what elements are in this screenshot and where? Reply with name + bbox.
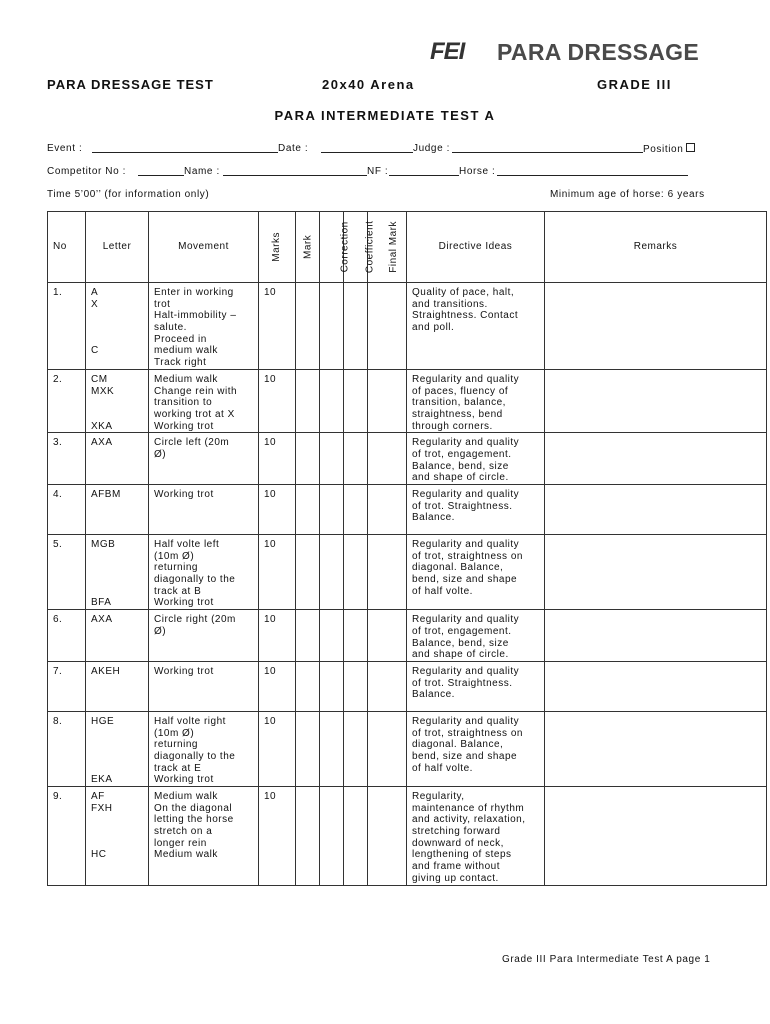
row-directive-line: Regularity, [412, 791, 465, 802]
table-row [48, 661, 767, 711]
row-letters-line [91, 574, 143, 586]
col-marks [259, 212, 296, 283]
row-letters-line [91, 814, 143, 826]
row-movement-line: transition to [154, 397, 213, 409]
row-directive-line: of trot, engagement. [412, 448, 512, 460]
row-directive-line: Balance, bend, size [412, 460, 509, 472]
row-movement-line: Ø) [154, 448, 167, 460]
row-movement-line: letting the horse [154, 814, 234, 826]
row-movement-line: trot [154, 298, 171, 310]
correction-header: Correction [339, 221, 351, 273]
row-letters-line: X [91, 298, 99, 310]
row-movement-line: Halt-immobility – [154, 310, 237, 322]
row-directive-line: of half volte. [412, 585, 473, 597]
col-mark [296, 212, 320, 283]
date-field[interactable] [321, 143, 413, 153]
row-directive-line: of trot. Straightness. [412, 677, 513, 689]
row-movement-line: Half volte right [154, 715, 226, 727]
name-label: Name : [184, 166, 220, 177]
name-field[interactable] [223, 166, 367, 176]
row-letters [86, 283, 149, 370]
col-letter: Letter [86, 212, 149, 283]
row-number: 7. [48, 661, 86, 711]
row-directive-line: Balance. [412, 512, 455, 524]
row-directive-line: Quality of pace, halt, [412, 287, 515, 298]
row-movement-line: salute. [154, 322, 187, 334]
row-directive-line: and shape of circle. [412, 472, 509, 484]
row-marks: 10 [259, 433, 296, 485]
row-directive-line: bend, size and shape [412, 750, 518, 762]
row-letters-line: CM [91, 373, 108, 385]
mark-cell[interactable] [296, 535, 320, 610]
row-letters-line [91, 763, 143, 775]
mark-cell[interactable] [296, 787, 320, 886]
row-movement-line: On the diagonal [154, 802, 233, 814]
mark-header: Mark [302, 234, 314, 260]
row-directive [407, 787, 545, 886]
row-directive-line: diagonal. Balance, [412, 739, 504, 751]
row-movement-line: returning [154, 562, 198, 574]
row-letters [86, 485, 149, 535]
row-letters-line [91, 310, 143, 322]
row-movement-line: Circle right (20m [154, 614, 236, 626]
row-letters-line [91, 586, 143, 598]
row-movement-line: Working trot [154, 420, 214, 432]
row-letters-line: AXA [91, 437, 113, 449]
row-movement-line: (10m Ø) [154, 727, 195, 739]
row-movement [149, 369, 259, 432]
mark-cell[interactable] [296, 610, 320, 662]
fei-logo-mark: FEI [430, 38, 465, 65]
correction-cell[interactable] [320, 369, 344, 432]
mark-cell[interactable] [296, 661, 320, 711]
nf-label: NF : [367, 166, 389, 177]
coefficient-cell [344, 535, 368, 610]
row-movement [149, 610, 259, 662]
coefficient-header: Coefficient [364, 220, 376, 274]
remarks-cell[interactable] [545, 283, 767, 370]
row-directive-line: transition, balance, [412, 397, 506, 409]
col-correction [320, 212, 351, 283]
remarks-cell[interactable] [545, 535, 767, 610]
row-marks: 10 [259, 661, 296, 711]
row-marks: 10 [259, 369, 296, 432]
mark-cell[interactable] [296, 369, 320, 432]
row-number: 9. [48, 787, 86, 886]
date-label: Date : [278, 143, 309, 154]
row-directive [407, 433, 545, 485]
row-directive-line: Straightness. Contact [412, 310, 519, 322]
coefficient-cell [344, 433, 368, 485]
row-movement [149, 787, 259, 886]
row-letters-line [91, 739, 143, 751]
correction-cell[interactable] [320, 711, 344, 786]
row-letters [86, 535, 149, 610]
row-movement-line: Change rein with [154, 385, 238, 397]
row-movement-line: Enter in working [154, 287, 234, 298]
row-letters-line [91, 751, 143, 763]
correction-cell[interactable] [320, 535, 344, 610]
position-label [643, 143, 695, 155]
row-movement-line: Working trot [154, 665, 214, 677]
final-mark-cell[interactable] [368, 711, 407, 786]
position-checkbox[interactable] [686, 143, 695, 152]
remarks-cell[interactable] [545, 485, 767, 535]
row-letters-line: C [91, 345, 99, 357]
row-number: 5. [48, 535, 86, 610]
coefficient-cell [344, 787, 368, 886]
final-mark-cell[interactable] [368, 433, 407, 485]
row-movement-line: stretch on a [154, 826, 213, 838]
event-field[interactable] [92, 143, 278, 153]
row-movement-line: diagonally to the [154, 750, 236, 762]
test-sheet-table [47, 211, 767, 886]
row-movement-line: longer rein [154, 837, 207, 849]
row-movement-line: track at B [154, 585, 202, 597]
final-mark-cell[interactable] [368, 535, 407, 610]
row-letters [86, 610, 149, 662]
row-letters-line [91, 409, 143, 421]
row-movement-line: Track right [154, 357, 207, 369]
row-directive-line: of trot, straightness on [412, 550, 523, 562]
row-letters-line [91, 728, 143, 740]
final-mark-cell[interactable] [368, 661, 407, 711]
row-movement-line: Working trot [154, 774, 214, 786]
fei-para-dressage-logo [430, 38, 720, 64]
row-marks: 10 [259, 485, 296, 535]
correction-cell[interactable] [320, 787, 344, 886]
table-header-row [48, 212, 767, 283]
row-movement [149, 485, 259, 535]
mark-cell[interactable] [296, 283, 320, 370]
row-letters [86, 787, 149, 886]
row-directive-line: lengthening of steps [412, 849, 512, 861]
row-directive-line: downward of neck, [412, 837, 504, 849]
row-directive-line: and activity, relaxation, [412, 814, 526, 826]
row-directive-line: straightness, bend [412, 408, 503, 420]
row-directive-line: of trot, engagement. [412, 625, 512, 637]
row-movement-line: Medium walk [154, 791, 218, 802]
nf-field[interactable] [389, 166, 459, 176]
row-movement-line: Half volte left [154, 539, 220, 550]
row-directive [407, 485, 545, 535]
row-letters-line: AF [91, 791, 105, 802]
row-letters-line: FXH [91, 802, 113, 814]
row-directive-line: and shape of circle. [412, 649, 509, 661]
horse-field[interactable] [497, 166, 688, 176]
page-footer: Grade III Para Intermediate Test A page 1 [502, 954, 711, 965]
row-directive-line: through corners. [412, 420, 493, 432]
remarks-cell[interactable] [545, 433, 767, 485]
table-row [48, 787, 767, 886]
remarks-cell[interactable] [545, 661, 767, 711]
horse-label: Horse : [459, 166, 496, 177]
marks-header: Marks [271, 232, 283, 262]
final-mark-cell[interactable] [368, 610, 407, 662]
col-remarks: Remarks [545, 212, 767, 283]
row-letters [86, 661, 149, 711]
row-movement-line: medium walk [154, 345, 218, 357]
row-marks: 10 [259, 711, 296, 786]
row-letters-line: AKEH [91, 665, 121, 677]
remarks-cell[interactable] [545, 610, 767, 662]
row-letters [86, 711, 149, 786]
row-movement-line: Medium walk [154, 373, 218, 385]
remarks-cell[interactable] [545, 711, 767, 786]
competitor-no-field[interactable] [138, 166, 184, 176]
row-directive-line: Regularity and quality [412, 437, 520, 449]
row-letters [86, 433, 149, 485]
arena-size: 20x40 Arena [322, 77, 415, 92]
row-movement-line: Circle left (20m [154, 437, 230, 449]
coefficient-cell [344, 283, 368, 370]
row-directive-line: Regularity and quality [412, 539, 520, 550]
row-marks: 10 [259, 787, 296, 886]
row-number: 3. [48, 433, 86, 485]
row-directive [407, 283, 545, 370]
correction-cell[interactable] [320, 283, 344, 370]
row-letters-line: HC [91, 849, 107, 861]
row-directive-line: Regularity and quality [412, 614, 520, 626]
row-marks: 10 [259, 535, 296, 610]
row-directive-line: Balance. [412, 689, 455, 701]
row-movement [149, 711, 259, 786]
row-letters-line [91, 322, 143, 334]
row-movement-line: (10m Ø) [154, 550, 195, 562]
coefficient-cell [344, 610, 368, 662]
row-movement-line: Working trot [154, 489, 214, 500]
row-movement [149, 661, 259, 711]
row-movement [149, 535, 259, 610]
mark-cell[interactable] [296, 485, 320, 535]
row-marks: 10 [259, 610, 296, 662]
row-directive-line: and frame without [412, 861, 500, 873]
final-mark-header: Final Mark [387, 221, 399, 273]
row-letters-line [91, 397, 143, 409]
row-directive [407, 711, 545, 786]
final-mark-cell[interactable] [368, 787, 407, 886]
row-letters-line: MXK [91, 385, 115, 397]
col-no: No [48, 212, 86, 283]
row-directive-line: Regularity and quality [412, 665, 520, 677]
event-label: Event : [47, 143, 83, 154]
row-directive-line: Regularity and quality [412, 373, 520, 385]
row-marks: 10 [259, 283, 296, 370]
correction-cell[interactable] [320, 485, 344, 535]
coefficient-cell [344, 485, 368, 535]
coefficient-cell [344, 661, 368, 711]
final-mark-cell[interactable] [368, 283, 407, 370]
judge-label: Judge : [413, 143, 451, 154]
time-info: Time 5’00’’ (for information only) [47, 189, 210, 200]
row-movement-line: Proceed in [154, 333, 207, 345]
correction-cell[interactable] [320, 610, 344, 662]
test-title: PARA DRESSAGE TEST [47, 77, 214, 92]
row-movement-line: returning [154, 739, 198, 751]
table-row [48, 711, 767, 786]
competitor-no-label: Competitor No : [47, 166, 127, 177]
row-letters-line [91, 551, 143, 563]
coefficient-cell [344, 369, 368, 432]
row-movement [149, 283, 259, 370]
row-directive-line: Balance, bend, size [412, 637, 509, 649]
row-directive-line: bend, size and shape [412, 574, 518, 586]
row-letters-line: MGB [91, 539, 116, 550]
row-directive-line: giving up contact. [412, 872, 499, 884]
row-directive-line: and transitions. [412, 298, 488, 310]
row-letters-line: A [91, 287, 99, 298]
position-text: Position [643, 144, 684, 155]
row-directive-line: stretching forward [412, 826, 501, 838]
row-number: 2. [48, 369, 86, 432]
row-letters-line [91, 826, 143, 838]
row-letters-line: EKA [91, 774, 113, 786]
row-directive [407, 369, 545, 432]
row-letters-line: AFBM [91, 489, 121, 500]
row-movement-line: track at E [154, 762, 202, 774]
row-letters-line: HGE [91, 715, 115, 727]
final-mark-cell[interactable] [368, 485, 407, 535]
row-letters-line [91, 562, 143, 574]
col-movement: Movement [149, 212, 259, 283]
table-row [48, 283, 767, 370]
row-directive [407, 610, 545, 662]
row-directive-line: Regularity and quality [412, 715, 520, 727]
row-directive-line: of trot, straightness on [412, 727, 523, 739]
row-letters-line: AXA [91, 614, 113, 626]
row-movement-line: Working trot [154, 597, 214, 609]
row-number: 8. [48, 711, 86, 786]
row-movement-line: working trot at X [154, 408, 235, 420]
table-row [48, 535, 767, 610]
table-row [48, 485, 767, 535]
table-row [48, 610, 767, 662]
row-number: 1. [48, 283, 86, 370]
logo-text: PARA DRESSAGE [497, 39, 699, 65]
row-movement-line: Medium walk [154, 849, 218, 861]
row-movement-line: diagonally to the [154, 574, 236, 586]
row-letters-line: BFA [91, 597, 112, 609]
row-directive-line: Regularity and quality [412, 489, 520, 500]
row-letters [86, 369, 149, 432]
row-letters-line: XKA [91, 420, 113, 432]
row-directive [407, 661, 545, 711]
judge-field[interactable] [452, 143, 643, 153]
row-movement-line: Ø) [154, 625, 167, 637]
row-movement [149, 433, 259, 485]
remarks-cell[interactable] [545, 369, 767, 432]
correction-cell[interactable] [320, 661, 344, 711]
row-directive-line: diagonal. Balance, [412, 562, 504, 574]
min-age-info: Minimum age of horse: 6 years [550, 189, 705, 200]
table-row [48, 369, 767, 432]
row-directive-line: maintenance of rhythm [412, 802, 525, 814]
grade-label: GRADE III [597, 77, 672, 92]
coefficient-cell [344, 711, 368, 786]
remarks-cell[interactable] [545, 787, 767, 886]
row-number: 6. [48, 610, 86, 662]
mark-cell[interactable] [296, 711, 320, 786]
row-directive-line: of paces, fluency of [412, 385, 509, 397]
row-directive [407, 535, 545, 610]
table-row [48, 433, 767, 485]
row-directive-line: and poll. [412, 322, 455, 334]
row-directive-line: of trot. Straightness. [412, 500, 513, 512]
test-subtitle: PARA INTERMEDIATE TEST A [274, 108, 496, 123]
mark-cell[interactable] [296, 433, 320, 485]
col-directive: Directive Ideas [407, 212, 545, 283]
row-directive-line: of half volte. [412, 762, 473, 774]
row-number: 4. [48, 485, 86, 535]
correction-cell[interactable] [320, 433, 344, 485]
row-letters-line [91, 334, 143, 346]
row-letters-line [91, 838, 143, 850]
final-mark-cell[interactable] [368, 369, 407, 432]
